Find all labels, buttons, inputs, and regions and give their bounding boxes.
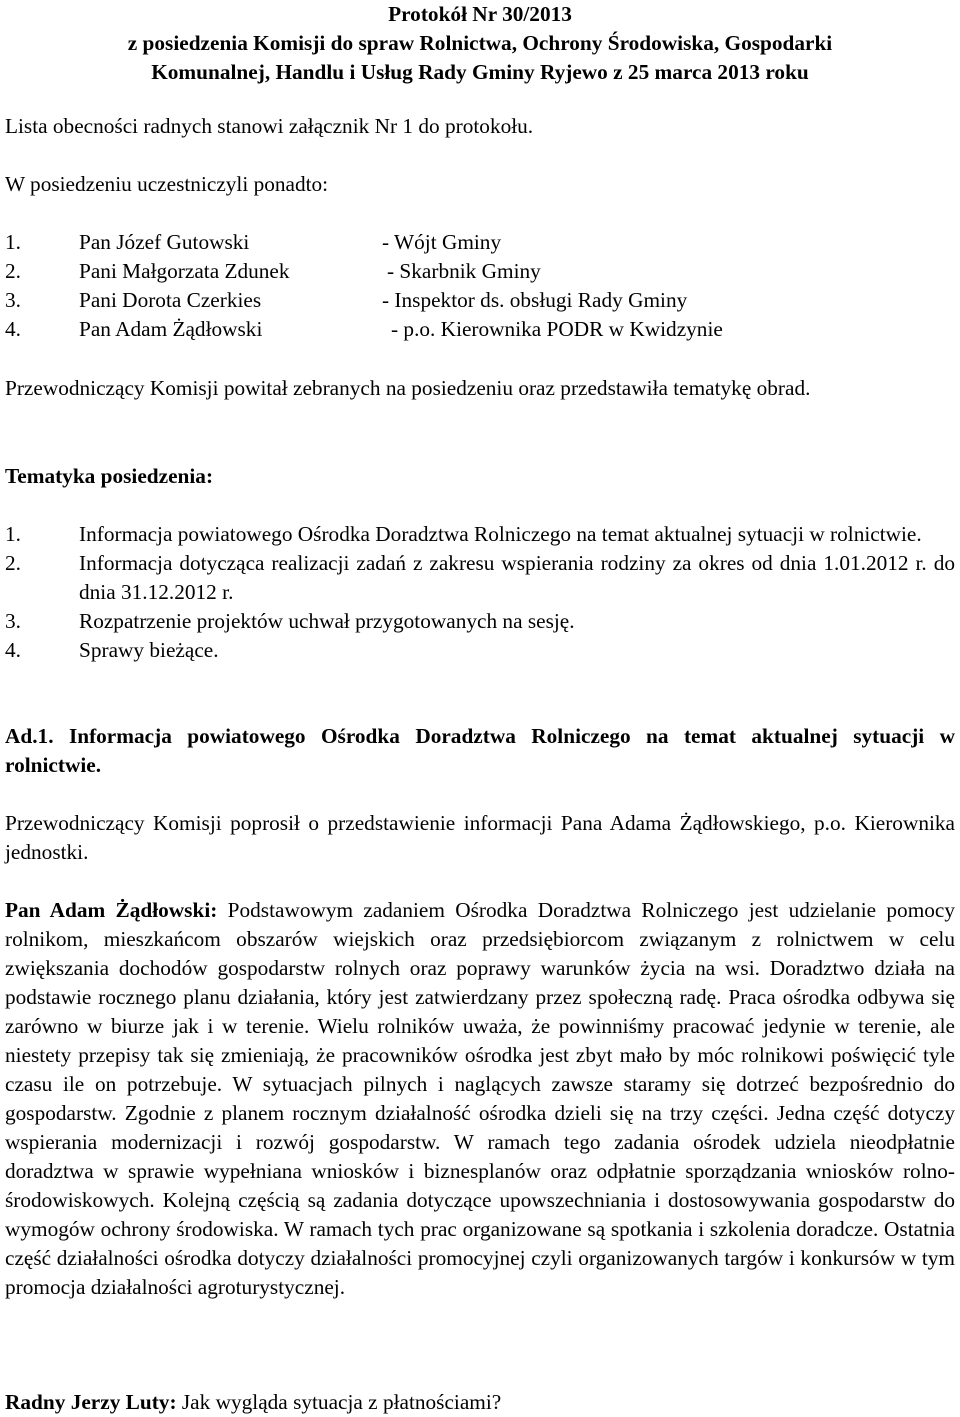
participant-number: 4. (5, 317, 21, 341)
participant-item (5, 257, 955, 286)
topic-item (5, 520, 955, 549)
topic-item (5, 549, 955, 607)
topic-item (5, 636, 955, 665)
participant-role: - Wójt Gminy (382, 230, 502, 254)
title-line-2: z posiedzenia Komisji do spraw Rolnictwa, Ochrony Środowiska, Gospodarki (127, 31, 833, 55)
participant-role: - Skarbnik Gminy (387, 259, 541, 283)
participants-list (5, 228, 955, 344)
participant-role: - p.o. Kierownika PODR w Kwidzynie (391, 317, 723, 341)
topic-number: 1. (5, 522, 21, 546)
document-title (5, 0, 955, 87)
participant-name: Pani Dorota Czerkies (79, 288, 262, 312)
also-present-label: W posiedzeniu uczestniczyli ponadto: (5, 172, 329, 196)
topics-list (5, 520, 955, 665)
title-line-3: Komunalnej, Handlu i Usług Rady Gminy Ryjewo z 25 marca 2013 roku (151, 60, 809, 84)
statement-text: Podstawowym zadaniem Ośrodka Doradztwa Rolniczego jest udzielanie pomocy rolnikom, mieszkańcom obszarów wiejskich oraz przedsiębiorcom związanym z rolnictwem w celu zwiększania dochodów gospodarstw rolnych oraz poprawy warunków życia na wsi. Doradztwo działa na podstawie rocznego planu działania, który jest zatwierdzany przez społeczną radę. Praca ośrodka odbywa się zarówno w biurze jak i w terenie. Wielu rolników uważa, że powinniśmy pracować jedynie w terenie, ale niestety przepisy tak się zmieniają, że pracowników ośrodka jest zbyt mało by móc rolnikowi poświęcić tyle czasu ile on potrzebuje. W sytuacjach pilnych i naglących zawsze staramy się dotrzeć bezpośrednio do gospodarstw. Zgodnie z planem rocznym działalność ośrodka dzieli się na trzy części. Jedna część dotyczy wspierania modernizacji i rozwój gospodarstw. W ramach tego zadania ośrodek udziela nieodpłatnie doradztwa w sprawie wypełniana wniosków i biznesplanów oraz odpłatnie sporządzania wniosków rolno-środowiskowych. Kolejną częścią są zadania dotyczące upowszechniania i dostosowywania gospodarstw do wymogów ochrony środowiska. W ramach tych prac organizowane są spotkania i szkolenia doradcze. Ostatnia część działalności ośrodka dotyczy działalności promocyjnej czyli organizowanych targów i konkursów w tym promocja działalności agroturystycznej. (5, 898, 956, 1299)
attendance-note: Lista obecności radnych stanowi załącznik Nr 1 do protokołu. (5, 114, 534, 138)
question-paragraph (5, 1388, 955, 1417)
statement-speaker: Pan Adam Żądłowski: (5, 898, 218, 922)
participant-number: 1. (5, 230, 21, 254)
participant-number: 2. (5, 259, 21, 283)
topic-text: Sprawy bieżące. (79, 638, 219, 662)
topic-number: 2. (5, 551, 21, 575)
document-page (5, 0, 956, 1414)
topic-text: Informacja powiatowego Ośrodka Doradztwa Rolniczego na temat aktualnej sytuacji w rolnictwie. (79, 522, 922, 546)
request-paragraph: Przewodniczący Komisji poprosił o przedstawienie informacji Pana Adama Żądłowskiego, p.o. Kierownika jednostki. (5, 811, 955, 864)
title-line-1: Protokół Nr 30/2013 (388, 2, 572, 26)
participant-name: Pan Józef Gutowski (79, 230, 250, 254)
topic-text: Informacja dotycząca realizacji zadań z zakresu wspierania rodziny za okres od dnia 1.01.2012 r. do dnia 31.12.2012 r. (79, 551, 955, 604)
topics-heading: Tematyka posiedzenia: (5, 464, 214, 488)
participant-item (5, 286, 955, 315)
topic-number: 3. (5, 609, 21, 633)
opening-paragraph: Przewodniczący Komisji powitał zebranych na posiedzeniu oraz przedstawiła tematykę obrad. (5, 376, 811, 400)
statement-paragraph (5, 896, 955, 1302)
participant-name: Pani Małgorzata Zdunek (79, 259, 290, 283)
participant-item (5, 228, 955, 257)
participant-number: 3. (5, 288, 21, 312)
topic-item (5, 607, 955, 636)
question-speaker: Radny Jerzy Luty: (5, 1390, 177, 1414)
participant-name: Pan Adam Żądłowski (79, 317, 263, 341)
question-text: Jak wygląda sytuacja z płatnościami? (181, 1390, 502, 1414)
participant-role: - Inspektor ds. obsługi Rady Gminy (382, 288, 688, 312)
participant-item (5, 315, 955, 344)
topic-text: Rozpatrzenie projektów uchwał przygotowanych na sesję. (79, 609, 575, 633)
ad1-heading: Ad.1. Informacja powiatowego Ośrodka Doradztwa Rolniczego na temat aktualnej sytuacji w rolnictwie. (5, 724, 955, 777)
topic-number: 4. (5, 638, 21, 662)
